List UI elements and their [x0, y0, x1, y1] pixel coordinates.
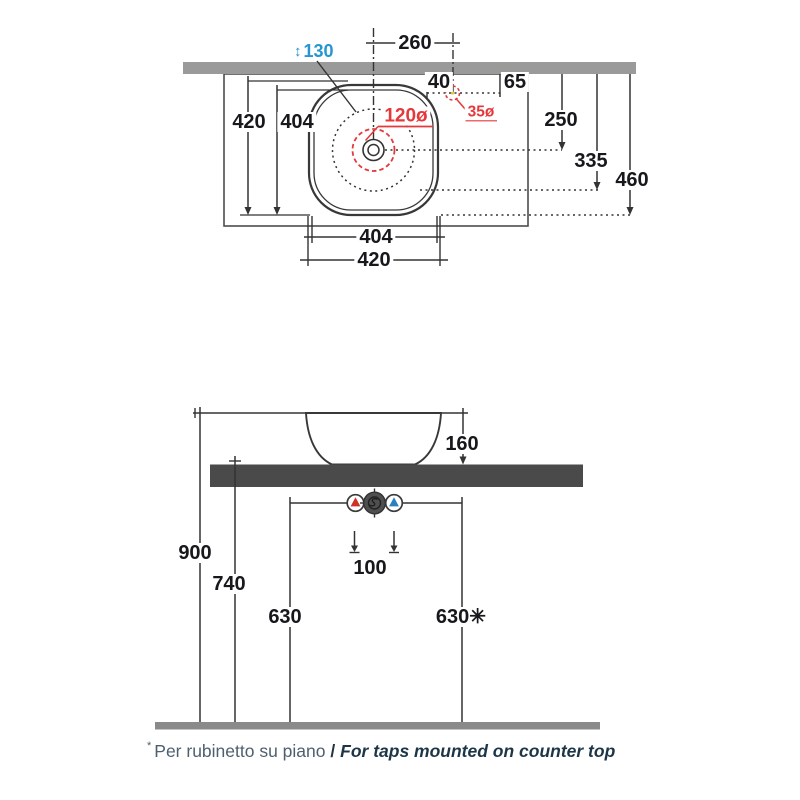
dim-label-740: 740: [209, 574, 248, 594]
dim-label-120: 120ø: [381, 107, 430, 126]
drain-inner: [368, 145, 379, 156]
drain-valve-icon: [360, 489, 389, 518]
dim-label-65: 65: [501, 72, 529, 92]
dim-label-35: 35ø: [465, 104, 498, 120]
arrow-335: [594, 182, 601, 190]
dim-label-404-bottom: 404: [356, 227, 395, 247]
arrow-460: [627, 207, 634, 215]
dim-label-130: ↕ 130: [294, 41, 334, 61]
dim-label-40: 40: [425, 72, 453, 92]
updown-arrow-icon: ↕: [294, 42, 302, 60]
dim-label-100: 100: [350, 558, 389, 578]
tap-spacing-arrows: [350, 531, 400, 553]
dim-label-260: 260: [395, 33, 434, 53]
dim-label-900: 900: [175, 543, 214, 563]
dim-label-630-right: 630✳: [433, 607, 489, 627]
dim-label-404-left: 404: [277, 112, 316, 132]
dim-label-630-left: 630: [265, 607, 304, 627]
dim-label-160: 160: [442, 434, 481, 454]
floor-bar: [155, 722, 600, 730]
arrow-250: [559, 142, 566, 150]
dim-label-335: 335: [571, 151, 610, 171]
dim-label-250: 250: [541, 110, 580, 130]
footnote-italian: Per rubinetto su piano: [154, 741, 326, 761]
countertop-bar: [210, 465, 583, 488]
dim-label-420-left: 420: [229, 112, 268, 132]
footnote: [147, 740, 615, 762]
footnote-english: For taps mounted on counter top: [340, 741, 616, 761]
bowl-profile: [306, 413, 441, 465]
footnote-mark: *: [147, 740, 152, 752]
dim-label-420-bottom: 420: [354, 250, 393, 270]
wall-bar: [183, 62, 636, 74]
arrow-160: [460, 457, 467, 465]
top-view-drawing: [183, 28, 636, 266]
dim-label-460: 460: [612, 170, 651, 190]
footnote-separator: /: [330, 741, 336, 761]
